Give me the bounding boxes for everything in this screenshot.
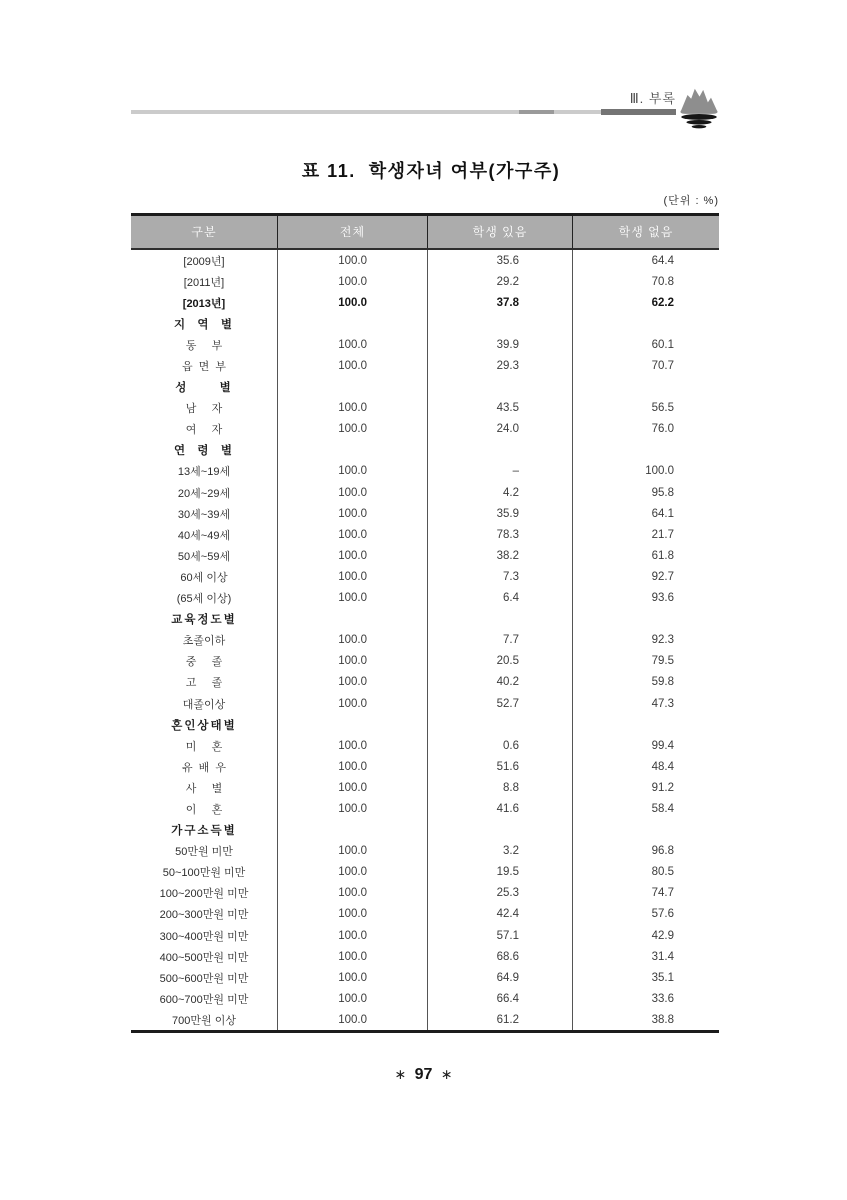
row-label: 300~400만원 미만 [159,930,249,943]
value-no-students: 48.4 [572,756,719,777]
row-label: 남 자 [185,403,223,416]
value-no-students [572,440,719,461]
value-no-students: 96.8 [572,841,719,862]
value-total: 100.0 [277,756,427,777]
table-row [131,756,719,777]
table-row [131,566,719,587]
row-label: 교육정도별 [171,614,237,627]
value-has-students: 3.2 [427,841,572,862]
row-label: 13세~19세 [177,466,231,479]
row-label: 동 부 [185,339,223,352]
value-has-students: 40.2 [427,672,572,693]
table-row [131,651,719,672]
value-has-students: 42.4 [427,904,572,925]
table-row [131,925,719,946]
value-total: 100.0 [277,798,427,819]
value-total: 100.0 [277,672,427,693]
value-has-students: 24.0 [427,419,572,440]
row-label: 600~700만원 미만 [159,993,249,1006]
table-section-row [131,377,719,398]
row-label: 성 별 [175,382,233,395]
row-label: 가구소득별 [171,825,237,838]
table-section-row [131,313,719,334]
row-label: 400~500만원 미만 [159,951,249,964]
value-total [277,440,427,461]
value-no-students [572,820,719,841]
value-total [277,714,427,735]
table-row [131,355,719,376]
row-label: [2011년] [183,276,225,289]
table-header-row [131,213,719,250]
value-no-students: 95.8 [572,482,719,503]
row-label: 60세 이상 [180,571,228,584]
value-has-students: 78.3 [427,524,572,545]
table-section-row [131,609,719,630]
row-label: 500~600만원 미만 [159,972,249,985]
value-has-students: 0.6 [427,735,572,756]
value-no-students: 100.0 [572,461,719,482]
value-total: 100.0 [277,630,427,651]
value-total: 100.0 [277,588,427,609]
value-has-students: 29.2 [427,271,572,292]
value-no-students [572,609,719,630]
table-row [131,524,719,545]
row-label: (65세 이상) [176,593,232,606]
value-has-students [427,820,572,841]
statistics-table [131,213,719,1033]
column-header-has-students: 학생 있음 [427,216,572,248]
row-label: 연 령 별 [173,445,235,458]
header-rule-segment-1 [519,110,554,114]
value-has-students: 7.7 [427,630,572,651]
value-has-students: – [427,461,572,482]
value-no-students: 64.1 [572,503,719,524]
section-breadcrumb: Ⅲ. 부록 [629,91,676,106]
table-section-row [131,820,719,841]
table-row [131,841,719,862]
value-has-students: 37.8 [427,292,572,313]
value-has-students: 38.2 [427,545,572,566]
table-row [131,988,719,1009]
row-label: 700만원 이상 [172,1014,236,1027]
column-header-total: 전체 [277,216,427,248]
page-number-left-mark: ∗ [394,1066,407,1082]
value-total: 100.0 [277,862,427,883]
row-label: 읍 면 부 [181,361,227,374]
value-total: 100.0 [277,545,427,566]
value-total [277,377,427,398]
table-row [131,777,719,798]
value-has-students: 20.5 [427,651,572,672]
value-has-students: 25.3 [427,883,572,904]
value-no-students: 31.4 [572,946,719,967]
value-total: 100.0 [277,292,427,313]
value-no-students: 70.7 [572,355,719,376]
table-row [131,250,719,271]
value-has-students: 51.6 [427,756,572,777]
value-has-students: 52.7 [427,693,572,714]
value-has-students: 43.5 [427,398,572,419]
value-has-students: 64.9 [427,967,572,988]
value-no-students: 92.3 [572,630,719,651]
row-label: [2013년] [182,297,226,310]
unit-label: (단위 : %) [663,195,719,207]
row-label: 50세~59세 [177,550,231,563]
value-total: 100.0 [277,904,427,925]
row-label: 30세~39세 [177,508,231,521]
value-has-students: 19.5 [427,862,572,883]
value-total: 100.0 [277,566,427,587]
value-no-students: 61.8 [572,545,719,566]
value-has-students [427,377,572,398]
value-no-students: 58.4 [572,798,719,819]
value-total: 100.0 [277,482,427,503]
value-no-students: 74.7 [572,883,719,904]
row-label: 초졸이하 [182,635,226,648]
mountain-ripples-logo-icon [678,82,720,130]
value-has-students: 29.3 [427,355,572,376]
value-no-students: 76.0 [572,419,719,440]
value-has-students: 57.1 [427,925,572,946]
value-no-students: 33.6 [572,988,719,1009]
value-has-students: 6.4 [427,588,572,609]
value-has-students: 61.2 [427,1009,572,1030]
row-label: 대졸이상 [182,698,226,711]
table-row [131,630,719,651]
value-no-students: 38.8 [572,1009,719,1030]
table-body [131,250,719,1033]
table-title: 표 11. 학생자녀 여부(가구주) [301,161,561,181]
row-label: 지 역 별 [173,318,235,331]
value-no-students: 62.2 [572,292,719,313]
value-no-students: 99.4 [572,735,719,756]
table-row [131,946,719,967]
table-row [131,1009,719,1030]
value-no-students: 35.1 [572,967,719,988]
value-total: 100.0 [277,777,427,798]
table-row [131,862,719,883]
row-label: [2009년] [183,255,225,268]
value-total: 100.0 [277,461,427,482]
value-no-students: 79.5 [572,651,719,672]
value-no-students: 91.2 [572,777,719,798]
row-label: 혼인상태별 [171,719,237,732]
row-label: 40세~49세 [177,529,231,542]
table-section-row [131,440,719,461]
value-no-students: 92.7 [572,566,719,587]
value-has-students [427,714,572,735]
table-row [131,334,719,355]
row-label: 20세~29세 [177,487,231,500]
value-no-students: 60.1 [572,334,719,355]
value-total: 100.0 [277,398,427,419]
row-label: 이 혼 [185,803,223,816]
value-no-students: 57.6 [572,904,719,925]
row-label: 사 별 [185,782,223,795]
table-row [131,904,719,925]
value-no-students: 59.8 [572,672,719,693]
value-no-students [572,714,719,735]
value-total: 100.0 [277,334,427,355]
value-has-students: 7.3 [427,566,572,587]
page-number-value: 97 [414,1066,433,1083]
value-no-students [572,377,719,398]
row-label: 50만원 미만 [175,846,233,859]
table-row [131,672,719,693]
value-has-students: 68.6 [427,946,572,967]
value-has-students [427,313,572,334]
row-label: 200~300만원 미만 [159,909,249,922]
value-total: 100.0 [277,967,427,988]
header-rule-segment-2 [601,109,676,115]
value-has-students [427,440,572,461]
value-no-students: 42.9 [572,925,719,946]
value-total: 100.0 [277,841,427,862]
row-label: 유 배 우 [181,761,227,774]
value-total: 100.0 [277,946,427,967]
value-total: 100.0 [277,503,427,524]
table-row [131,967,719,988]
value-no-students: 56.5 [572,398,719,419]
value-has-students [427,609,572,630]
value-has-students: 35.6 [427,250,572,271]
table-section-row [131,714,719,735]
value-no-students: 80.5 [572,862,719,883]
page-number-right-mark: ∗ [440,1066,453,1082]
value-no-students: 70.8 [572,271,719,292]
value-has-students: 41.6 [427,798,572,819]
row-label: 중 졸 [185,656,223,669]
table-row [131,798,719,819]
column-header-category: 구분 [191,225,217,239]
value-no-students: 64.4 [572,250,719,271]
table-row [131,419,719,440]
table-row [131,735,719,756]
table-row [131,398,719,419]
value-has-students: 66.4 [427,988,572,1009]
value-total: 100.0 [277,925,427,946]
value-no-students [572,313,719,334]
row-label: 50~100만원 미만 [162,867,246,880]
row-label: 미 혼 [185,740,223,753]
value-total: 100.0 [277,355,427,376]
value-total: 100.0 [277,693,427,714]
page-number [0,1066,847,1084]
row-label: 여 자 [185,424,223,437]
value-total: 100.0 [277,524,427,545]
value-total: 100.0 [277,419,427,440]
value-no-students: 93.6 [572,588,719,609]
table-row [131,292,719,313]
value-total: 100.0 [277,1009,427,1030]
column-header-no-students: 학생 없음 [572,216,719,248]
table-row [131,545,719,566]
value-total: 100.0 [277,883,427,904]
value-total: 100.0 [277,651,427,672]
value-has-students: 8.8 [427,777,572,798]
value-total: 100.0 [277,271,427,292]
header-rule [131,110,676,114]
value-total: 100.0 [277,988,427,1009]
value-no-students: 47.3 [572,693,719,714]
value-total [277,313,427,334]
value-total [277,609,427,630]
table-row [131,271,719,292]
row-label: 고 졸 [185,677,223,690]
row-label: 100~200만원 미만 [159,888,249,901]
value-no-students: 21.7 [572,524,719,545]
value-has-students: 4.2 [427,482,572,503]
table-row [131,588,719,609]
value-total: 100.0 [277,735,427,756]
table-row [131,693,719,714]
value-total: 100.0 [277,250,427,271]
table-row [131,482,719,503]
value-has-students: 35.9 [427,503,572,524]
value-has-students: 39.9 [427,334,572,355]
table-row [131,503,719,524]
value-total [277,820,427,841]
table-row [131,461,719,482]
table-row [131,883,719,904]
